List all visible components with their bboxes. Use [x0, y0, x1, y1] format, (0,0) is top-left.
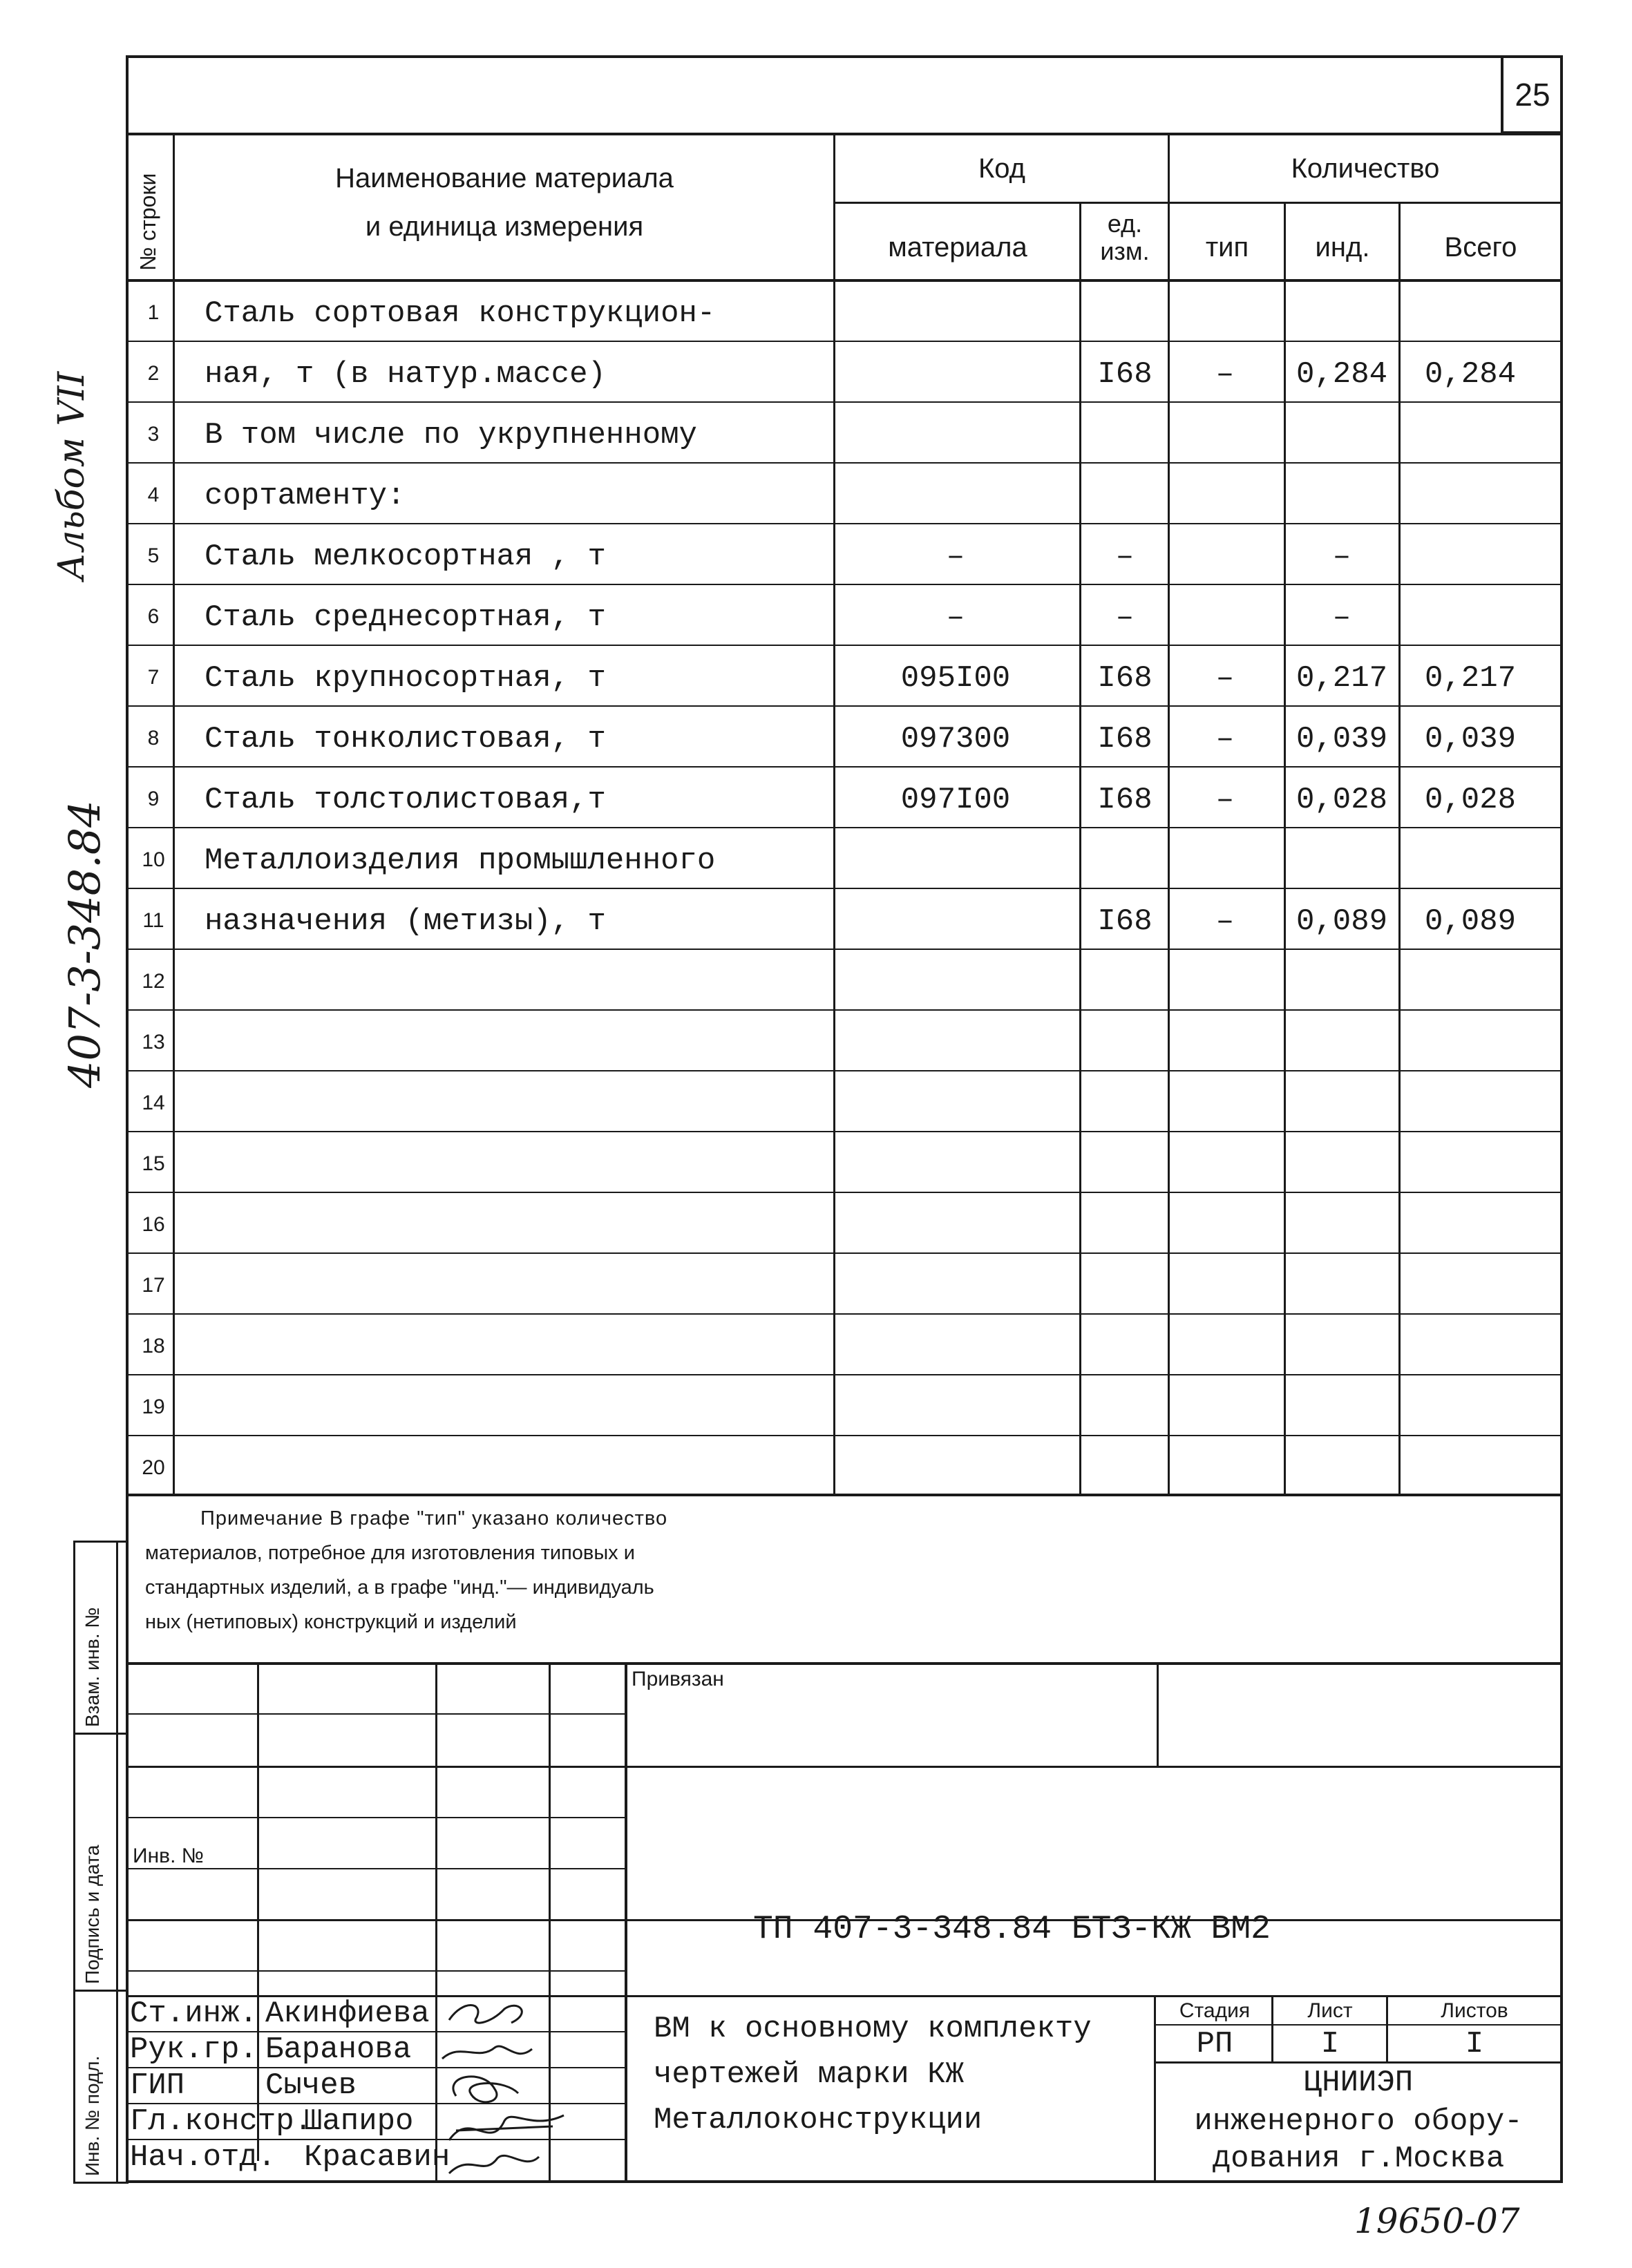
- material-name: Сталь толстолистовая,т: [205, 783, 606, 817]
- header-name-line2: и единица измерения: [365, 211, 644, 242]
- tb-org-2: инженерного обору-: [1194, 2104, 1523, 2139]
- page-number-box-left: [1501, 57, 1503, 134]
- material-code: 095I00: [900, 661, 1011, 696]
- row-line: [129, 888, 1562, 889]
- unit-code: –: [1115, 540, 1135, 574]
- tb-person-role-3: ГИП: [130, 2068, 185, 2103]
- header-name-line1: Наименование материала: [335, 163, 674, 193]
- tb-h6: [129, 1970, 626, 1972]
- qty-type: –: [1215, 661, 1235, 696]
- tb-stage-v2: [1386, 1995, 1388, 2063]
- tb-person-name-3: Сычев: [265, 2068, 357, 2103]
- tb-bottom: [129, 2180, 1562, 2183]
- material-code: –: [946, 600, 965, 635]
- signature-5: [449, 2155, 539, 2173]
- unit-code: I68: [1097, 722, 1152, 756]
- stamp-h4: [73, 2182, 129, 2184]
- stamp-h3: [73, 1990, 129, 1992]
- tb-sheet-label: Лист: [1307, 1999, 1353, 2022]
- tb-org-3: дования г.Москва: [1212, 2142, 1505, 2176]
- tb-person-name-4: Шапиро: [304, 2104, 414, 2139]
- tb-stage-left: [1154, 1995, 1156, 2182]
- material-name: В том числе по укрупненному: [205, 418, 697, 452]
- row-number: 9: [147, 788, 160, 810]
- header-qty-total: Всего: [1444, 232, 1517, 263]
- row-line: [129, 949, 1562, 950]
- tb-doc-title-2: чертежей марки КЖ: [654, 2057, 964, 2092]
- table-top: [129, 133, 1562, 135]
- row-number: 1: [147, 301, 160, 324]
- tb-col1: [257, 1664, 259, 2161]
- header-qty-ind: инд.: [1315, 232, 1370, 263]
- note-line-1: Примечание В графе "тип" указано количество: [200, 1507, 668, 1530]
- row-line: [129, 1252, 1562, 1254]
- tb-org-1: ЦНИИЭП: [1303, 2066, 1414, 2100]
- row-number: 6: [147, 605, 160, 628]
- frame-top-line: [126, 55, 1563, 58]
- qty-total: 0,217: [1424, 661, 1517, 696]
- project-code-margin: 407-3-348.84: [59, 800, 110, 1088]
- tb-person-name-5: Красавин: [304, 2140, 450, 2175]
- material-code: 097I00: [900, 783, 1011, 817]
- signature-3: [453, 2077, 518, 2102]
- tb-person-role-5: Нач.отд.: [130, 2140, 276, 2175]
- col-line-rownum: [173, 133, 175, 1495]
- tb-stage-v1: [1271, 1995, 1273, 2063]
- material-name: Сталь мелкосортная , т: [205, 540, 606, 574]
- qty-type: –: [1215, 904, 1235, 939]
- note-line-4: ных (нетиповых) конструкций и изделий: [145, 1611, 517, 1633]
- frame-right-line: [1560, 55, 1563, 2183]
- col-line-ind: [1398, 202, 1401, 1495]
- tb-designation: ТП 407-3-348.84 БТЗ-КЖ ВМ2: [753, 1911, 1271, 1948]
- row-number: 8: [147, 727, 160, 750]
- stamp-inv-orig: Инв. № подл.: [82, 2055, 103, 2176]
- material-name: назначения (метизы), т: [205, 904, 606, 939]
- row-number: 12: [142, 970, 165, 993]
- material-name: Сталь сортовая конструкцион-: [205, 296, 716, 331]
- unit-code: I68: [1097, 661, 1152, 696]
- signature-1: [449, 2005, 522, 2023]
- note-line-3: стандартных изделий, а в графе "инд."— индивидуаль: [145, 1576, 654, 1599]
- tb-inv-no: Инв. №: [133, 1845, 204, 1867]
- row-number: 11: [142, 909, 164, 932]
- qty-total: 0,284: [1424, 357, 1517, 392]
- header-code-group: Код: [978, 153, 1025, 184]
- qty-type: –: [1215, 783, 1235, 817]
- stamp-h2: [73, 1733, 129, 1735]
- header-quantity-group: Количество: [1291, 153, 1440, 184]
- header-qty-type: тип: [1205, 232, 1249, 263]
- qty-total: 0,028: [1424, 783, 1517, 817]
- row-number: 2: [147, 362, 160, 385]
- row-number: 14: [142, 1092, 165, 1114]
- row-number: 17: [142, 1274, 165, 1297]
- qty-total: 0,039: [1424, 722, 1517, 756]
- row-number: 10: [142, 848, 165, 871]
- tb-sheet-value: I: [1320, 2027, 1340, 2061]
- stamp-h1: [73, 1541, 129, 1543]
- header-code-unit: ед. изм.: [1100, 209, 1150, 265]
- col-line-type: [1284, 202, 1286, 1495]
- page-number: 25: [1515, 77, 1550, 113]
- material-name: Сталь тонколистовая, т: [205, 722, 606, 756]
- row-line: [129, 1374, 1562, 1375]
- material-name: Сталь крупносортная, т: [205, 661, 606, 696]
- qty-total: 0,089: [1424, 904, 1517, 939]
- tb-h1: [129, 1713, 626, 1715]
- qty-ind: –: [1332, 540, 1351, 574]
- row-number: 5: [147, 544, 160, 567]
- material-name: Металлоизделия промышленного: [205, 844, 716, 878]
- stamp-col-inner: [116, 1541, 118, 2183]
- qty-ind: 0,217: [1296, 661, 1388, 696]
- tb-stage-label: Стадия: [1179, 1999, 1251, 2022]
- frame-left-line: [126, 55, 129, 1499]
- signature-2: [442, 2046, 532, 2059]
- row-number: 4: [147, 484, 160, 506]
- qty-ind: 0,284: [1296, 357, 1388, 392]
- tb-person-role-1: Ст.инж.: [130, 1997, 258, 2031]
- tb-stage-h1: [1155, 2024, 1562, 2026]
- row-line: [129, 401, 1562, 403]
- row-line: [129, 827, 1562, 828]
- tb-h3: [129, 1817, 626, 1818]
- row-line: [129, 645, 1562, 646]
- unit-code: I68: [1097, 904, 1152, 939]
- material-code: –: [946, 540, 965, 574]
- qty-ind: 0,028: [1296, 783, 1388, 817]
- row-number: 15: [142, 1152, 165, 1175]
- row-number: 16: [142, 1213, 165, 1236]
- row-line: [129, 462, 1562, 464]
- header-bottom: [129, 279, 1562, 282]
- stamp-replace-inv: Взам. инв. №: [82, 1607, 103, 1727]
- tb-top: [129, 1662, 1562, 1665]
- tb-h2: [129, 1766, 1562, 1768]
- qty-ind: –: [1332, 600, 1351, 635]
- tb-doc-title-1: ВМ к основному комплекту: [654, 2012, 1092, 2046]
- inventory-number: 19650-07: [1354, 2201, 1520, 2241]
- tb-doc-title-3: Металлоконструкции: [654, 2103, 983, 2137]
- row-line: [129, 1435, 1562, 1436]
- row-line: [129, 341, 1562, 342]
- stamp-col-left: [73, 1541, 75, 2183]
- qty-ind: 0,039: [1296, 722, 1388, 756]
- row-line: [129, 523, 1562, 524]
- material-name: ная, т (в натур.массе): [205, 357, 606, 392]
- row-line: [129, 1313, 1562, 1315]
- header-split: [835, 202, 1560, 204]
- row-line: [129, 584, 1562, 585]
- tb-sheets-value: I: [1465, 2027, 1484, 2061]
- row-number: 20: [142, 1456, 165, 1479]
- unit-code: I68: [1097, 783, 1152, 817]
- row-number: 7: [147, 666, 160, 689]
- tb-stage-value: РП: [1196, 2027, 1233, 2061]
- tb-stage-h2: [1155, 2061, 1562, 2064]
- row-number: 13: [142, 1031, 165, 1054]
- qty-type: –: [1215, 357, 1235, 392]
- material-name: сортаменту:: [205, 479, 406, 513]
- header-rownum: № строки: [135, 173, 160, 271]
- row-line: [129, 1131, 1562, 1132]
- row-number: 19: [142, 1395, 165, 1418]
- tb-h4: [129, 1868, 626, 1869]
- col-line-code: [1079, 202, 1081, 1495]
- tb-left: [126, 1496, 129, 2183]
- tb-person-name-2: Баранова: [265, 2032, 412, 2067]
- row-line: [129, 766, 1562, 768]
- tb-person-role-4: Гл.констр.: [130, 2104, 313, 2139]
- tb-person-role-2: Рук.гр.: [130, 2032, 258, 2067]
- unit-code: –: [1115, 600, 1135, 635]
- row-line: [129, 1070, 1562, 1071]
- note-line-2: материалов, потребное для изготовления типовых и: [145, 1542, 635, 1564]
- album-mark: Альбом VII: [51, 371, 93, 580]
- row-number: 3: [147, 423, 160, 446]
- stamp-sign-date: Подпись и дата: [82, 1845, 103, 1984]
- tb-sheets-label: Листов: [1441, 1999, 1508, 2022]
- row-line: [129, 1009, 1562, 1011]
- signature-scribbles: [428, 1992, 567, 2180]
- tb-right-split: [1157, 1664, 1159, 1766]
- signature-4: [449, 2115, 564, 2140]
- unit-code: I68: [1097, 357, 1152, 392]
- row-line: [129, 705, 1562, 707]
- material-name: Сталь среднесортная, т: [205, 600, 606, 635]
- tb-person-name-1: Акинфиева: [265, 1997, 430, 2031]
- row-line: [129, 1192, 1562, 1193]
- header-code-material: материала: [888, 232, 1027, 263]
- row-number: 18: [142, 1335, 165, 1357]
- qty-type: –: [1215, 722, 1235, 756]
- qty-ind: 0,089: [1296, 904, 1388, 939]
- tb-privyazan: Привязан: [632, 1668, 724, 1690]
- material-code: 097300: [900, 722, 1011, 756]
- table-bottom: [129, 1494, 1562, 1496]
